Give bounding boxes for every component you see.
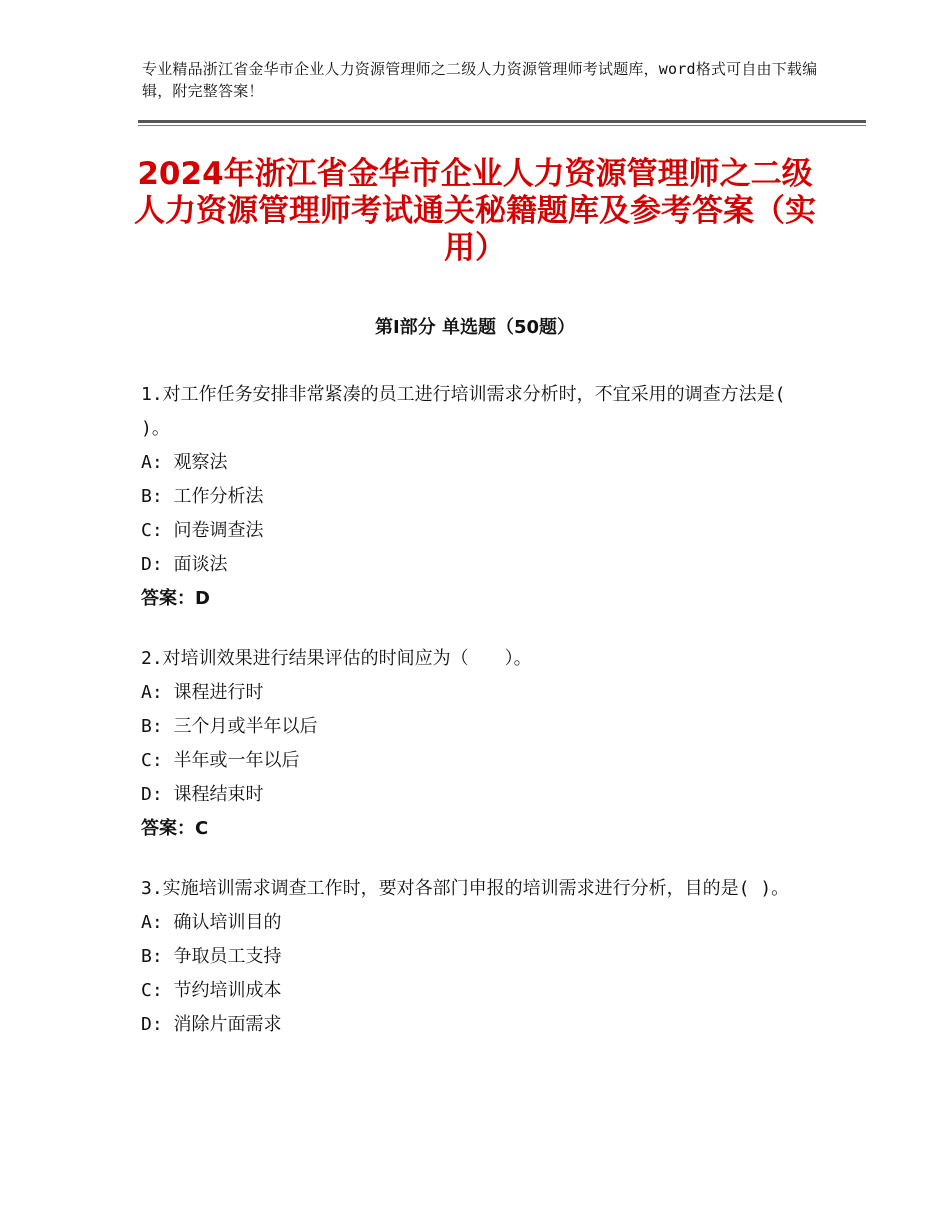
option-b: B: 争取员工支持 xyxy=(141,946,282,967)
option-c: C: 半年或一年以后 xyxy=(141,750,300,771)
question-stem: 1.对工作任务安排非常紧凑的员工进行培训需求分析时，不宜采用的调查方法是( )。 xyxy=(141,384,797,439)
option-d: D: 面谈法 xyxy=(141,554,228,575)
question-2 xyxy=(141,642,821,846)
option-d: D: 课程结束时 xyxy=(141,784,264,805)
question-3 xyxy=(141,872,821,1042)
option-c: C: 问卷调查法 xyxy=(141,520,264,541)
option-a: A: 课程进行时 xyxy=(141,682,264,703)
option-a: A: 确认培训目的 xyxy=(141,912,282,933)
option-b: B: 工作分析法 xyxy=(141,486,264,507)
header-divider xyxy=(138,120,866,123)
header-divider-thin xyxy=(138,125,866,126)
question-1 xyxy=(141,378,821,616)
question-list xyxy=(141,378,821,1068)
question-stem: 3.实施培训需求调查工作时，要对各部门申报的培训需求进行分析，目的是( )。 xyxy=(141,878,790,899)
answer: 答案：C xyxy=(141,818,209,839)
option-d: D: 消除片面需求 xyxy=(141,1014,282,1035)
option-b: B: 三个月或半年以后 xyxy=(141,716,318,737)
option-a: A: 观察法 xyxy=(141,452,228,473)
question-stem: 2.对培训效果进行结果评估的时间应为（ ）。 xyxy=(141,648,532,669)
header-note: 专业精品浙江省金华市企业人力资源管理师之二级人力资源管理师考试题库，word格式可自由下载编辑，附完整答案！ xyxy=(142,60,818,100)
document-title: 2024年浙江省金华市企业人力资源管理师之二级人力资源管理师考试通关秘籍题库及参考答案（实用） xyxy=(134,156,816,266)
section-title: 第Ⅰ部分 单选题（50题） xyxy=(374,317,575,338)
option-c: C: 节约培训成本 xyxy=(141,980,282,1001)
answer: 答案：D xyxy=(141,588,210,609)
